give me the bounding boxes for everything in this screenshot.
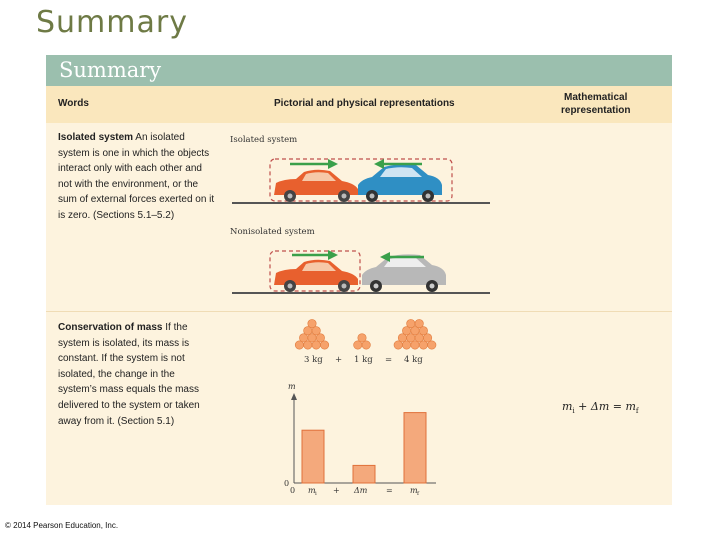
summary-panel: [46, 55, 672, 505]
mass-pile-3kg-icon: [295, 319, 329, 349]
x-label-m-f: m: [410, 486, 418, 495]
mass-bar-chart: [284, 382, 436, 497]
isolated-system-term: Isolated system: [58, 132, 134, 143]
bar-m-f: [404, 413, 426, 483]
column-header-math-line2: representation: [561, 105, 631, 116]
x-label-zero: 0: [290, 486, 296, 495]
car-collision-diagrams: [46, 55, 672, 505]
mass-label-1kg: 1 kg: [354, 355, 373, 365]
equation-sub-f: f: [635, 407, 639, 416]
x-label-delta-m: Δm: [354, 486, 368, 495]
x-label-plus: +: [333, 486, 340, 495]
x-label-sub-f: f: [417, 491, 420, 497]
x-label-m: m: [308, 486, 316, 495]
mass-equation: [562, 400, 639, 415]
red-car-icon: [274, 170, 358, 202]
mass-label-4kg: 4 kg: [404, 355, 423, 365]
copyright-footer: © 2014 Pearson Education, Inc.: [5, 521, 119, 530]
x-axis-labels: [290, 486, 420, 497]
zero-tick-label: 0: [284, 479, 290, 488]
mass-label-3kg: 3 kg: [304, 355, 323, 365]
equation-m: m: [562, 400, 573, 413]
equation-rest: + Δm = m: [574, 400, 636, 413]
y-axis-arrow-icon: [291, 393, 297, 400]
mass-label-equals: =: [385, 355, 393, 365]
x-label-sub-i: i: [315, 491, 317, 497]
mass-label-plus: +: [335, 355, 343, 365]
arrow-right-icon: [290, 159, 338, 169]
column-header-words: Words: [58, 98, 89, 109]
x-label-equals: =: [386, 486, 393, 495]
conservation-of-mass-text: If the system is isolated, its mass is constant. If the system is not isolated, the change in the system’s mass equals the mass delivered to the system or taken away from it. (Section 5.1): [58, 322, 200, 427]
column-header-math-line1: Mathematical: [564, 92, 628, 103]
mass-pile-1kg-icon: [354, 334, 371, 350]
equation-sub-i: i: [572, 407, 575, 416]
red-car-icon: [274, 260, 358, 292]
nonisolated-system-label: Nonisolated system: [230, 227, 315, 237]
column-header-pictorial: Pictorial and physical representations: [274, 98, 455, 109]
gray-car-icon: [362, 254, 446, 292]
slide-title: Summary: [36, 5, 188, 40]
bar-m-i: [302, 430, 324, 483]
mass-label-row: [304, 355, 423, 365]
bar-delta-m: [353, 465, 375, 483]
conservation-of-mass-term: Conservation of mass: [58, 322, 163, 333]
mass-pile-4kg-icon: [394, 319, 436, 349]
isolated-system-label: Isolated system: [230, 135, 298, 145]
panel-title: Summary: [59, 58, 162, 82]
y-axis-label: m: [288, 382, 296, 391]
isolated-system-text: An isolated system is one in which the objects interact only with each other and not with the environment, or the sum of external forces exerted on it is zero. (Sections 5.1–5.2): [58, 132, 215, 221]
mass-balls: [295, 319, 436, 349]
blue-car-icon: [358, 164, 442, 202]
